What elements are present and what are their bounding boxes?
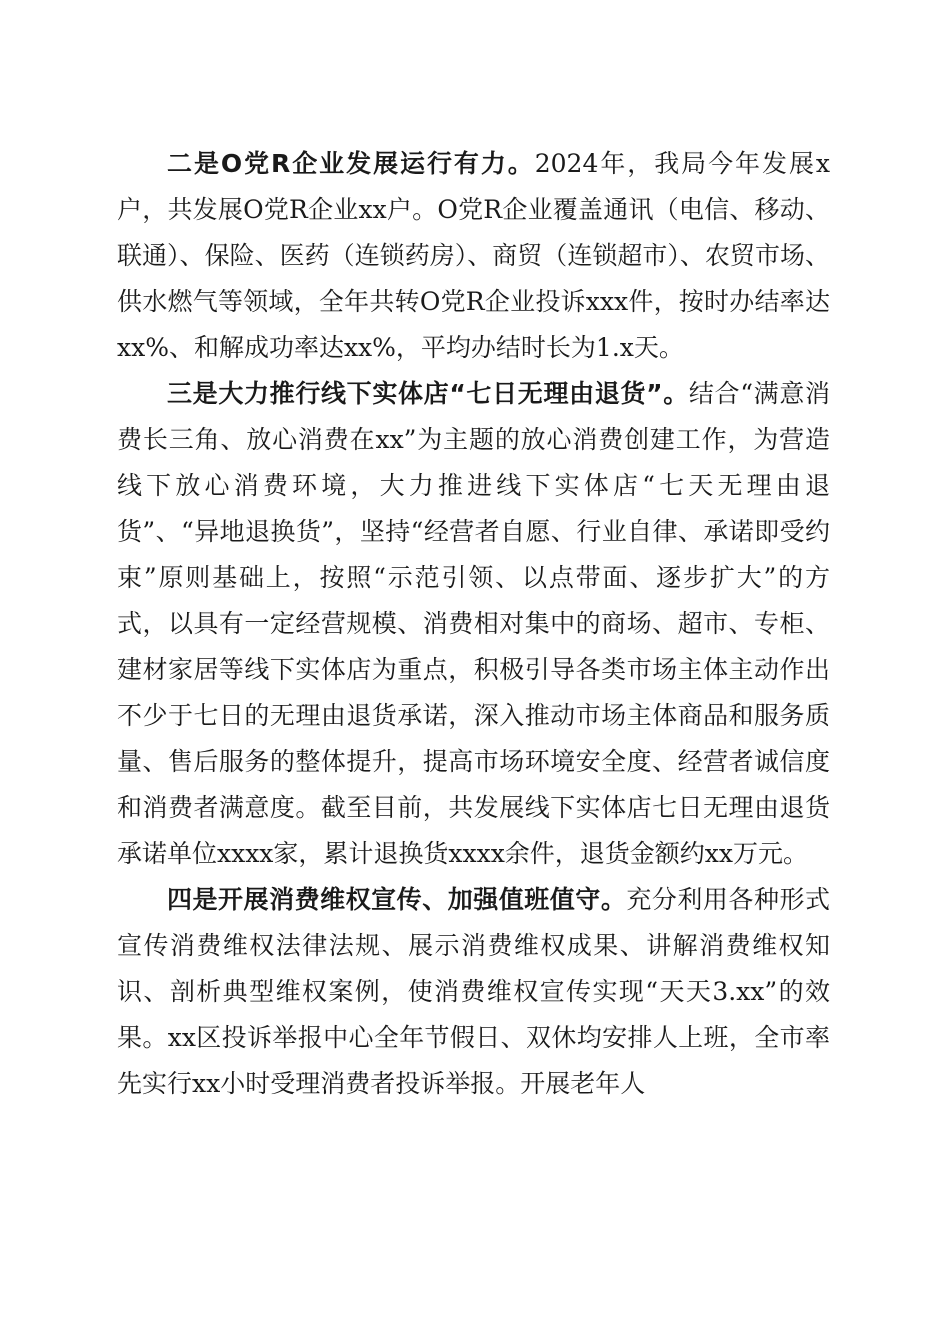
paragraph-lead: 三是大力推行线下实体店“七日无理由退货”。 (167, 379, 689, 408)
paragraph-seven-day-return (117, 371, 830, 877)
paragraph-text: 充分利用各种形式宣传消费维权法律法规、展示消费维权成果、讲解消费维权知识、剖析典型维权案例，使消费维权宣传实现“天天3.xx”的效果。xx区投诉举报中心全年节假日、双休均安排人上班，全市率先实行xx小时受理消费者投诉举报。开展老年人 (117, 885, 830, 1098)
paragraph-lead: 四是开展消费维权宣传、加强值班值守。 (167, 885, 627, 914)
paragraph-rights-publicity (117, 877, 830, 1107)
paragraph-lead: 二是O党R企业发展运行有力。 (167, 149, 535, 178)
paragraph-text: 结合“满意消费长三角、放心消费在xx”为主题的放心消费创建工作，为营造线下放心消费环境，大力推进线下实体店“七天无理由退货”、“异地退换货”，坚持“经营者自愿、行业自律、承诺即受约束”原则基础上，按照“示范引领、以点带面、逐步扩大”的方式，以具有一定经营规模、消费相对集中的商场、超市、专柜、建材家居等线下实体店为重点，积极引导各类市场主体主动作出不少于七日的无理由退货承诺，深入推动市场主体商品和服务质量、售后服务的整体提升，提高市场环境安全度、经营者诚信度和消费者满意度。截至目前，共发展线下实体店七日无理由退货承诺单位xxxx家，累计退换货xxxx余件，退货金额约xx万元。 (117, 379, 830, 868)
document-body (117, 141, 830, 1107)
paragraph-text: 2024年，我局今年发展x户，共发展O党R企业xx户。O党R企业覆盖通讯（电信、移动、联通）、保险、医药（连锁药房）、商贸（连锁超市）、农贸市场、供水燃气等领域，全年共转O党R企业投诉xxx件，按时办结率达xx%、和解成功率达xx%，平均办结时长为1.x天。 (117, 149, 830, 362)
paragraph-enterprise-development (117, 141, 830, 371)
